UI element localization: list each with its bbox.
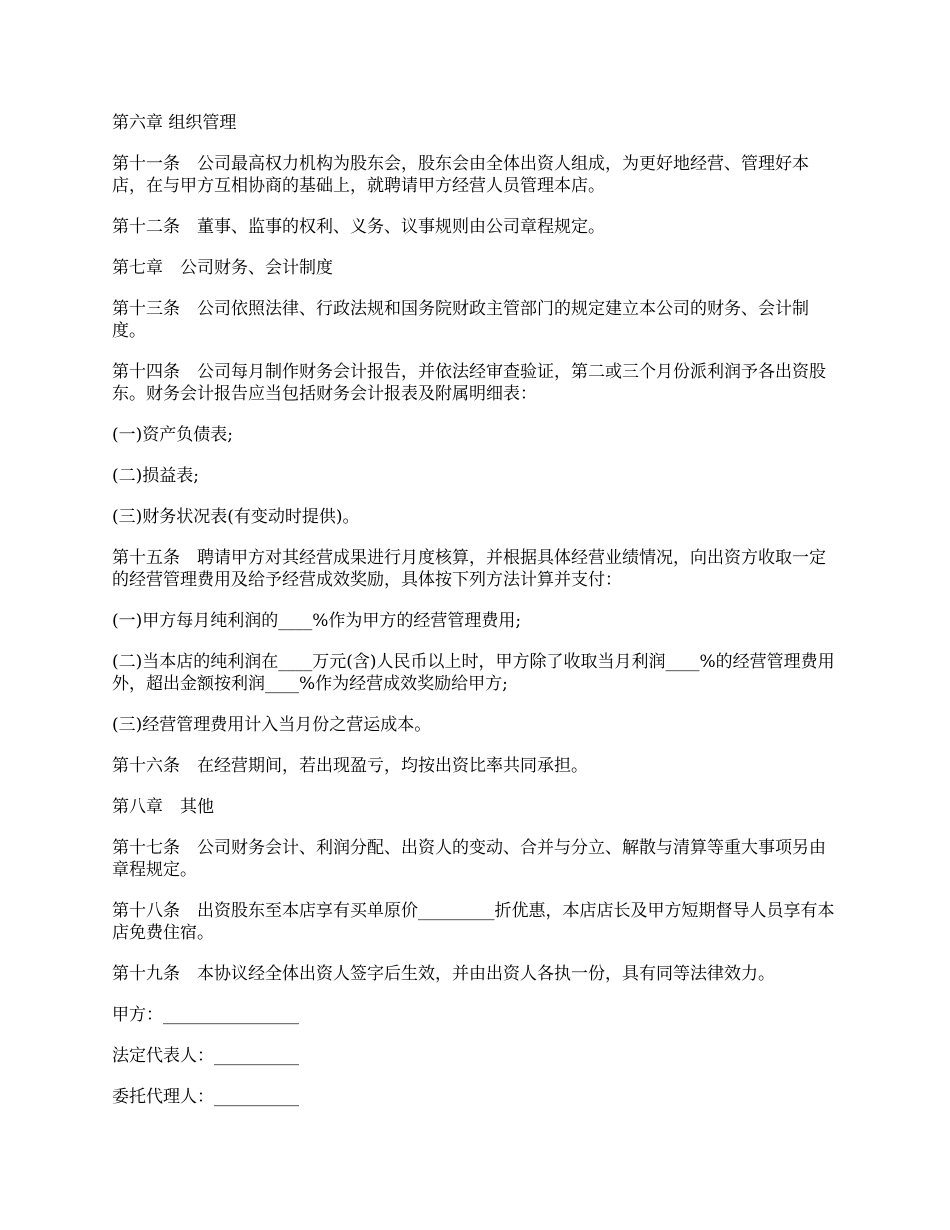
list-item-operating-cost: (三)经营管理费用计入当月份之营运成本。: [112, 715, 432, 735]
signature-authorized-agent: 委托代理人：__________: [112, 1087, 299, 1107]
article-14: 第十四条 公司每月制作财务会计报告，并依法经审查验证，第二或三个月份派利润予各出资股东。财务会计报告应当包括财务会计报表及附属明细表：: [112, 362, 826, 404]
chapter-8-heading: 第八章 其他: [112, 797, 214, 817]
chapter-7-heading: 第七章 公司财务、会计制度: [112, 258, 333, 278]
article-19: 第十九条 本协议经全体出资人签字后生效，并由出资人各执一份，具有同等法律效力。: [112, 964, 775, 984]
list-item-performance-reward: (二)当本店的纯利润在____万元(含)人民币以上时，甲方除了收取当月利润____%的经营管理费用外，超出金额按利润____%作为经营成效奖励给甲方;: [112, 652, 835, 694]
signature-legal-representative: 法定代表人：__________: [112, 1046, 299, 1066]
article-17: 第十七条 公司财务会计、利润分配、出资人的变动、合并与分立、解散与清算等重大事项另由章程规定。: [112, 838, 826, 880]
signature-party-a: 甲方：________________: [112, 1005, 299, 1025]
chapter-6-heading: 第六章 组织管理: [112, 113, 237, 133]
list-item-balance-sheet: (一)资产负债表;: [112, 425, 233, 445]
document-body: [112, 112, 840, 1127]
article-12: 第十二条 董事、监事的权利、义务、议事规则由公司章程规定。: [112, 217, 605, 237]
list-item-income-statement: (二)损益表;: [112, 466, 199, 486]
article-15: 第十五条 聘请甲方对其经营成果进行月度核算，并根据具体经营业绩情况，向出资方收取一定的经营管理费用及给予经营成效奖励，具体按下列方法计算并支付：: [112, 548, 826, 590]
article-16: 第十六条 在经营期间，若出现盈亏，均按出资比率共同承担。: [112, 756, 588, 776]
list-item-financial-status: (三)财务状况表(有变动时提供)。: [112, 507, 360, 527]
article-11: 第十一条 公司最高权力机构为股东会，股东会由全体出资人组成，为更好地经营、管理好本店，在与甲方互相协商的基础上，就聘请甲方经营人员管理本店。: [112, 154, 809, 196]
article-18: 第十八条 出资股东至本店享有买单原价_________折优惠，本店店长及甲方短期督导人员享有本店免费住宿。: [112, 901, 835, 943]
article-13: 第十三条 公司依照法律、行政法规和国务院财政主管部门的规定建立本公司的财务、会计制度。: [112, 299, 809, 341]
list-item-management-fee: (一)甲方每月纯利润的____%作为甲方的经营管理费用;: [112, 611, 522, 631]
